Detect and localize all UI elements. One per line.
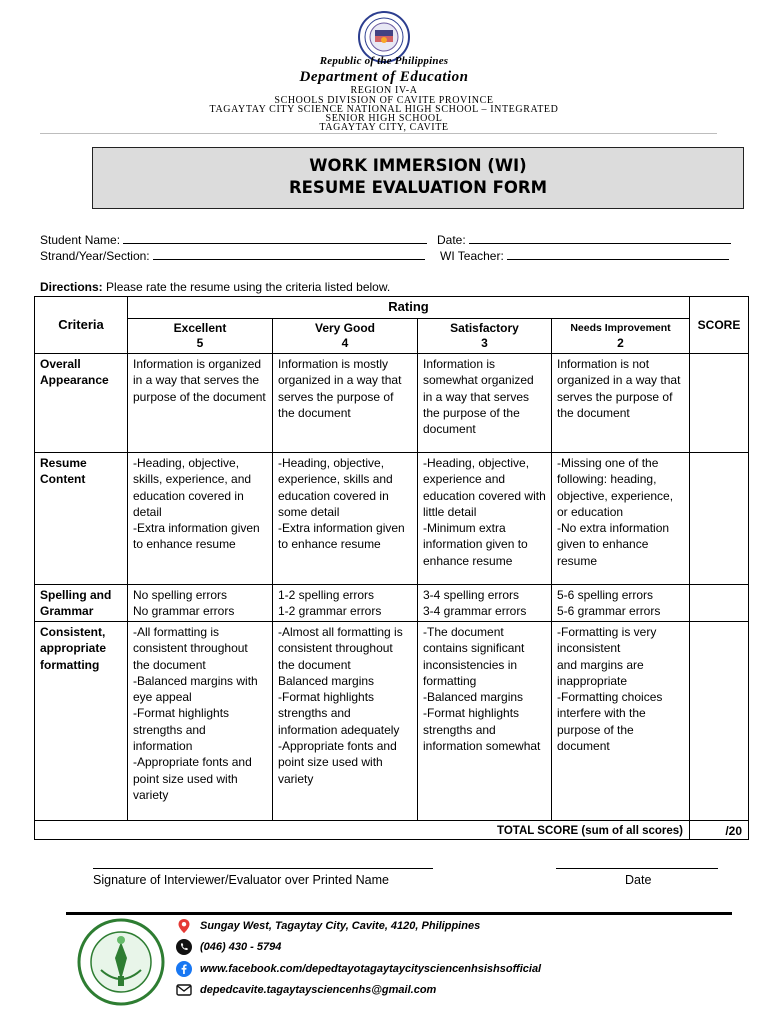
cell-satisfactory: -Heading, objective, experience and education covered with little detail -Minimum extra information given to enhance resume: [418, 453, 552, 585]
cell-very-good: Information is mostly organized in a way that serves the purpose of the document: [273, 354, 418, 453]
footer-email-row: [176, 982, 436, 998]
cell-excellent: -All formatting is consistent throughout the document -Balanced margins with eye appeal -Format highlights strengths and information -Appropriate fonts and point size used with variety: [128, 622, 273, 821]
date-signature-line[interactable]: [556, 868, 718, 869]
rating-header: Rating: [128, 297, 690, 319]
email-icon: [176, 982, 192, 998]
footer-address: Sungay West, Tagaytay City, Cavite, 4120, Philippines: [200, 920, 481, 932]
level-satisfactory: [418, 319, 552, 354]
total-row: [35, 821, 749, 840]
criterion-formatting: Consistent, appropriate formatting: [35, 622, 128, 821]
student-name-row: [40, 232, 427, 247]
date-signature-label: Date: [625, 873, 652, 887]
header-shs: SENIOR HIGH SCHOOL: [325, 113, 443, 124]
form-title-box: [92, 147, 744, 209]
cell-excellent: No spelling errors No grammar errors: [128, 585, 273, 622]
school-logo: [77, 918, 165, 1006]
strand-field[interactable]: [153, 248, 425, 260]
header-department: Department of Education: [299, 69, 469, 85]
table-row: [35, 453, 749, 585]
cell-excellent: Information is organized in a way that serves the purpose of the document: [128, 354, 273, 453]
criterion-resume-content: Resume Content: [35, 453, 128, 585]
cell-satisfactory: Information is somewhat organized in a way that serves the purpose of the document: [418, 354, 552, 453]
criterion-spelling-grammar: Spelling and Grammar: [35, 585, 128, 622]
cell-satisfactory: -The document contains significant inconsistencies in formatting -Balanced margins -Format highlights strengths and information somewhat: [418, 622, 552, 821]
header-city: TAGAYTAY CITY, CAVITE: [319, 122, 449, 133]
form-title-line1: WORK IMMERSION (WI): [309, 156, 527, 175]
score-cell[interactable]: [690, 585, 749, 622]
date-label: Date:: [437, 233, 466, 247]
strand-label: Strand/Year/Section:: [40, 249, 150, 263]
criterion-overall-appearance: Overall Appearance: [35, 354, 128, 453]
level-needs-improvement: [552, 319, 690, 354]
strand-row: [40, 248, 425, 263]
footer-email[interactable]: depedcavite.tagaytaysciencenhs@gmail.com: [200, 984, 437, 996]
score-header: SCORE: [690, 297, 749, 354]
cell-very-good: -Almost all formatting is consistent throughout the document Balanced margins -Format highlights strengths and information adequately -Appropriate fonts and point size used with variety: [273, 622, 418, 821]
table-row: [35, 622, 749, 821]
header-divider: [40, 133, 717, 134]
cell-needs-improvement: Information is not organized in a way that serves the purpose of the document: [552, 354, 690, 453]
wi-teacher-field[interactable]: [507, 248, 729, 260]
table-row: [35, 585, 749, 622]
footer-phone-row: [176, 939, 281, 955]
phone-icon: [176, 939, 192, 955]
wi-teacher-row: [440, 248, 729, 263]
student-name-field[interactable]: [123, 232, 427, 244]
level-very-good: [273, 319, 418, 354]
table-row: [35, 354, 749, 453]
footer-address-row: [176, 918, 480, 934]
date-field[interactable]: [469, 232, 731, 244]
level-points: 3: [481, 336, 488, 350]
total-score-field[interactable]: /20: [690, 821, 749, 840]
level-label: Excellent: [173, 321, 227, 335]
footer-facebook[interactable]: www.facebook.com/depedtayotagaytaycitysciencenhsishsofficial: [200, 963, 542, 975]
form-title-line2: RESUME EVALUATION FORM: [288, 178, 548, 197]
cell-excellent: -Heading, objective, skills, experience, and education covered in detail -Extra information given to enhance resume: [128, 453, 273, 585]
cell-needs-improvement: -Missing one of the following: heading, objective, experience, or education -No extra information given to enhance resume: [552, 453, 690, 585]
rubric-table: [34, 296, 749, 840]
total-score-label: TOTAL SCORE (sum of all scores): [35, 821, 690, 840]
level-label: Satisfactory: [450, 321, 519, 335]
level-points: 2: [617, 336, 624, 350]
header-republic: Republic of the Philippines: [319, 55, 449, 67]
location-pin-icon: [176, 918, 192, 934]
student-name-label: Student Name:: [40, 233, 121, 247]
header-school: TAGAYTAY CITY SCIENCE NATIONAL HIGH SCHOOL – INTEGRATED: [209, 104, 559, 115]
directions: [40, 280, 390, 294]
cell-very-good: -Heading, objective, experience, skills and education covered in some detail -Extra information given to enhance resume: [273, 453, 418, 585]
level-points: 4: [341, 336, 349, 350]
score-cell[interactable]: [690, 622, 749, 821]
footer-phone: (046) 430 - 5794: [200, 941, 282, 953]
cell-needs-improvement: 5-6 spelling errors 5-6 grammar errors: [552, 585, 690, 622]
wi-teacher-label: WI Teacher:: [440, 249, 504, 263]
cell-satisfactory: 3-4 spelling errors 3-4 grammar errors: [418, 585, 552, 622]
directions-label: Directions:: [40, 280, 103, 294]
header-division: SCHOOLS DIVISION OF CAVITE PROVINCE: [274, 95, 494, 106]
date-row: [437, 232, 731, 247]
cell-needs-improvement: -Formatting is very inconsistent and margins are inappropriate -Formatting choices interfere with the purpose of the document: [552, 622, 690, 821]
score-cell[interactable]: [690, 453, 749, 585]
level-excellent: [128, 319, 273, 354]
header-region: REGION IV-A: [350, 85, 418, 96]
evaluator-signature-label: Signature of Interviewer/Evaluator over Printed Name: [93, 873, 389, 887]
directions-text: Please rate the resume using the criteria listed below.: [102, 280, 391, 294]
footer-facebook-row: [176, 961, 541, 977]
criteria-header: Criteria: [35, 297, 128, 354]
cell-very-good: 1-2 spelling errors 1-2 grammar errors: [273, 585, 418, 622]
level-points: 5: [196, 336, 204, 350]
score-cell[interactable]: [690, 354, 749, 453]
footer-divider: [66, 912, 732, 915]
evaluator-signature-line[interactable]: [93, 868, 433, 869]
level-label: Very Good: [314, 321, 376, 335]
facebook-icon: [176, 961, 192, 977]
level-label: Needs Improvement: [570, 322, 671, 334]
